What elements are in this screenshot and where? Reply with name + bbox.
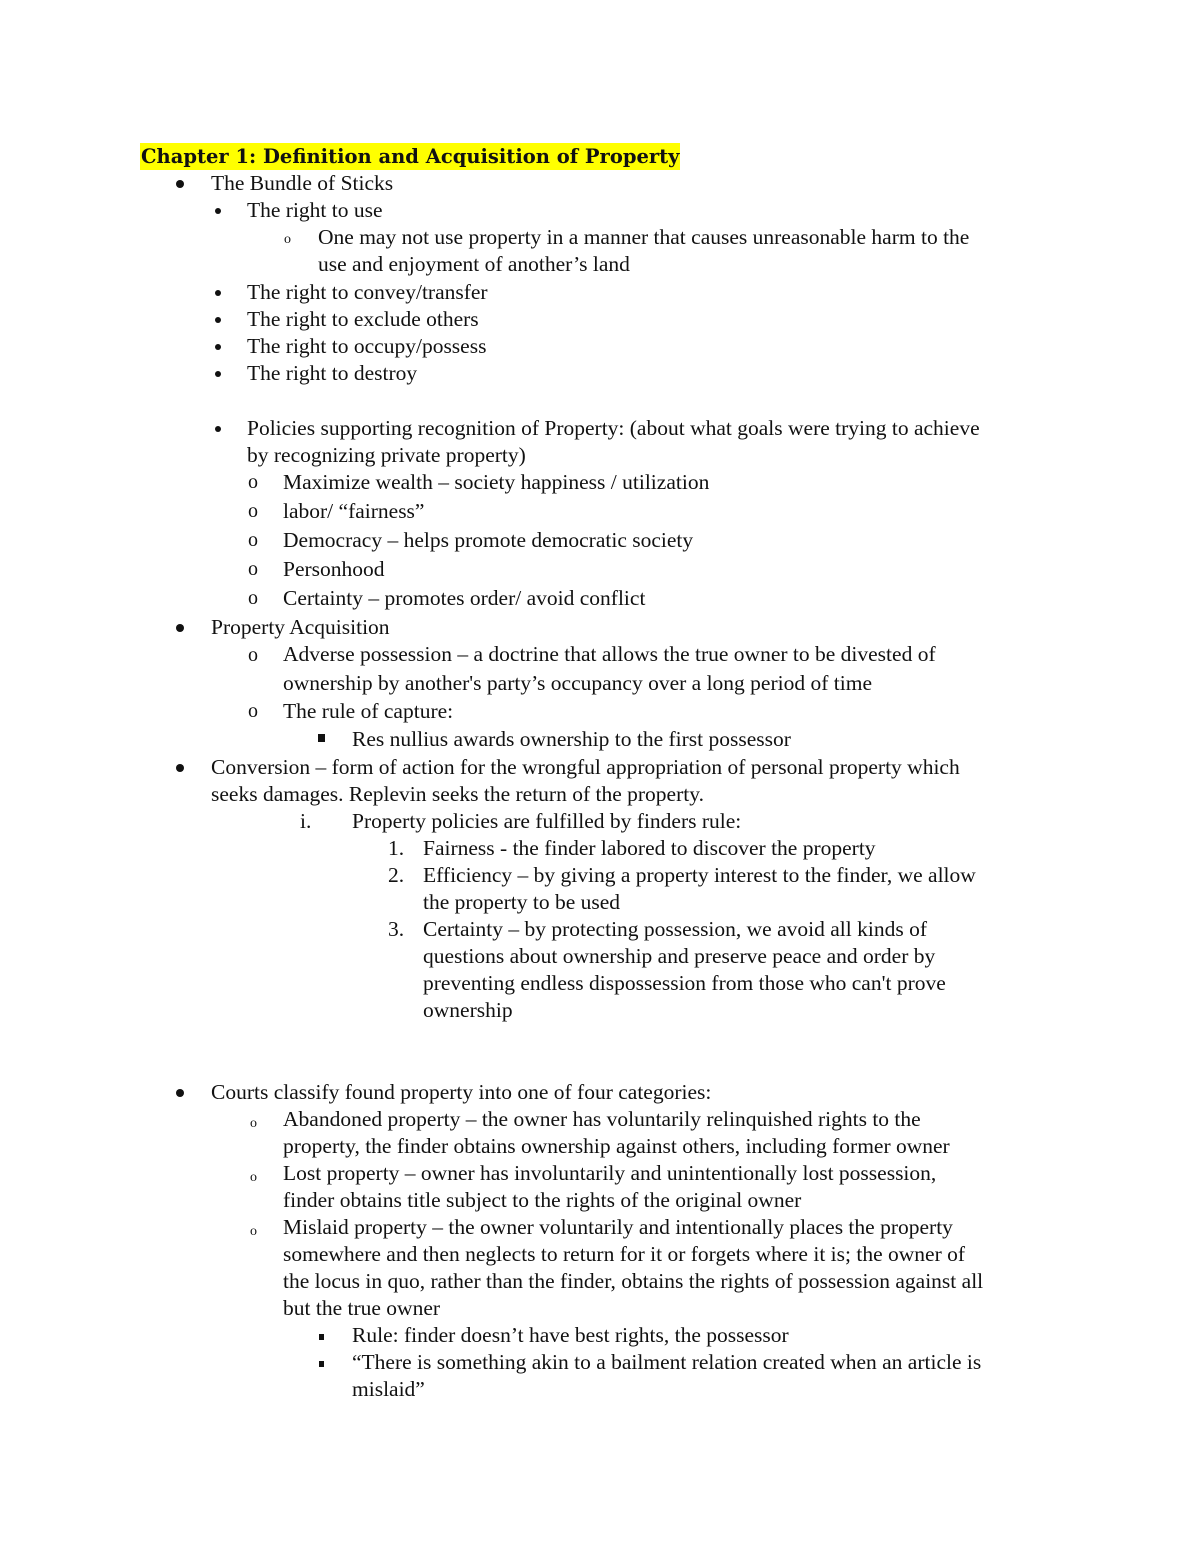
bullet-disc-icon [215,344,221,350]
list-item: Lost property – owner has involuntarily and unintentionally lost possession, [283,1161,937,1185]
bullet-square-icon [319,1334,324,1340]
bullet-circle-icon: o [248,558,258,580]
bullet-circle-icon: o [248,644,258,666]
bullet-disc-icon [215,290,221,296]
bullet-square-icon [318,734,325,742]
list-item-continuation: ownership by another's party’s occupancy over a long period of time [283,671,872,695]
list-item: The rule of capture: [283,699,454,723]
bullet-disc-icon [215,317,221,323]
list-item: The right to occupy/possess [247,334,487,358]
bullet-circle-icon: o [248,529,258,551]
bullet-disc-icon [176,1089,184,1097]
list-item: Property Acquisition [211,615,390,639]
list-item-continuation: seeks damages. Replevin seeks the return of the property. [211,782,704,806]
list-item: Rule: finder doesn’t have best rights, the possessor [352,1323,789,1347]
roman-numeral-marker: i. [300,809,312,833]
list-item: Property policies are fulfilled by finders rule: [352,809,742,833]
list-item: Maximize wealth – society happiness / utilization [283,470,710,494]
list-item-continuation: questions about ownership and preserve peace and order by [423,944,936,968]
list-item: The right to use [247,198,383,222]
list-item-continuation: ownership [423,998,513,1022]
bullet-circle-icon: o [250,1116,257,1131]
chapter-heading: Chapter 1: Definition and Acquisition of Property [141,145,680,168]
list-item: Certainty – promotes order/ avoid conflict [283,586,646,610]
list-item: Courts classify found property into one of four categories: [211,1080,712,1104]
list-item: Mislaid property – the owner voluntarily and intentionally places the property [283,1215,953,1239]
bullet-circle-icon: o [248,500,258,522]
bullet-disc-icon [176,764,184,772]
list-item-continuation: use and enjoyment of another’s land [318,252,630,276]
list-item: Conversion – form of action for the wrongful appropriation of personal property which [211,755,960,779]
list-item: Fairness - the finder labored to discover the property [423,836,876,860]
bullet-disc-icon [215,208,221,214]
bullet-circle-icon: o [250,1224,257,1239]
list-item: Abandoned property – the owner has voluntarily relinquished rights to the [283,1107,921,1131]
list-item: Adverse possession – a doctrine that allows the true owner to be divested of [283,642,936,666]
list-item: The right to destroy [247,361,418,385]
list-item-continuation: the property to be used [423,890,621,914]
number-marker: 3. [388,917,405,941]
bullet-disc-icon [176,624,184,632]
list-item: labor/ “fairness” [283,499,425,523]
list-item-continuation: finder obtains title subject to the rights of the original owner [283,1188,802,1212]
list-item: Res nullius awards ownership to the first possessor [352,727,791,751]
list-item: Democracy – helps promote democratic society [283,528,694,552]
list-item: One may not use property in a manner that causes unreasonable harm to the [318,225,970,249]
bullet-circle-icon: o [250,1170,257,1185]
bullet-disc-icon [215,426,221,432]
list-item-continuation: mislaid” [352,1377,425,1401]
bullet-circle-icon: o [248,587,258,609]
list-item: Personhood [283,557,385,581]
bullet-circle-icon: o [248,700,258,722]
list-item: Efficiency – by giving a property interest to the finder, we allow [423,863,976,887]
list-item-continuation: the locus in quo, rather than the finder, obtains the rights of possession against all [283,1269,984,1293]
number-marker: 1. [388,836,405,860]
list-item-continuation: but the true owner [283,1296,441,1320]
list-item-continuation: property, the finder obtains ownership against others, including former owner [283,1134,950,1158]
list-item: “There is something akin to a bailment relation created when an article is [352,1350,982,1374]
bullet-disc-icon [176,180,184,188]
number-marker: 2. [388,863,405,887]
list-item-continuation: by recognizing private property) [247,443,526,467]
list-item: Certainty – by protecting possession, we avoid all kinds of [423,917,927,941]
bullet-circle-icon: o [248,471,258,493]
list-item-continuation: somewhere and then neglects to return for it or forgets where it is; the owner of [283,1242,966,1266]
list-item: Policies supporting recognition of Property: (about what goals were trying to achieve [247,416,980,440]
list-item-continuation: preventing endless dispossession from those who can't prove [423,971,946,995]
list-item: The right to exclude others [247,307,479,331]
list-item: The Bundle of Sticks [211,171,394,195]
list-item: The right to convey/transfer [247,280,488,304]
bullet-disc-icon [215,371,221,377]
bullet-square-icon [319,1361,324,1367]
bullet-circle-icon: o [284,232,291,247]
